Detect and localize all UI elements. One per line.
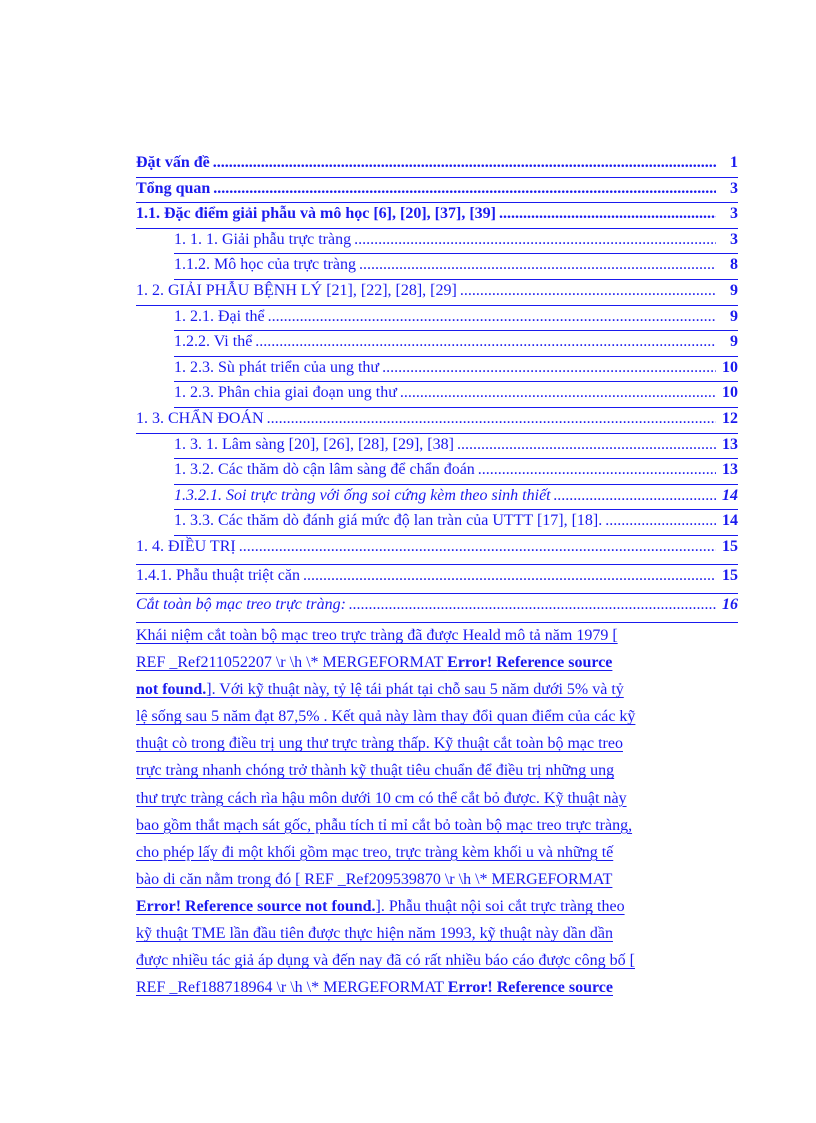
toc-page-number: 1	[730, 154, 738, 171]
paragraph-text: REF _Ref188718964 \r \h \* MERGEFORMAT	[136, 979, 448, 997]
toc-page-number: 14	[722, 512, 738, 530]
paragraph-text: kỹ thuật TME lần đầu tiên được thực hiện năm 1993, kỹ thuật này dần dần	[136, 925, 613, 943]
toc-page-number: 9	[730, 281, 738, 299]
paragraph-line[interactable]	[136, 785, 740, 812]
toc-entry[interactable]	[174, 459, 738, 485]
toc-entry-label: 1.2.2. Vi thể	[174, 333, 253, 351]
paragraph-line[interactable]	[136, 866, 740, 893]
toc-entry[interactable]	[174, 229, 738, 255]
toc-dot-leader	[303, 565, 716, 587]
paragraph-text: Khái niệm cắt toàn bộ mạc treo trực tràng đã được Heald mô tả năm 1979 [	[136, 627, 618, 644]
paragraph-line[interactable]	[136, 757, 740, 784]
paragraph-text: REF _Ref211052207 \r \h \* MERGEFORMAT	[136, 654, 448, 672]
paragraph-line[interactable]	[136, 839, 740, 866]
toc-entry[interactable]	[174, 382, 738, 408]
toc-entry-label: 1.1. Đặc điểm giải phẫu và mô học [6], [20], [37], [39]	[136, 205, 496, 223]
paragraph-line[interactable]	[136, 730, 740, 757]
toc-entry-label: 1. 3. 1. Lâm sàng [20], [26], [28], [29], [38]	[174, 435, 454, 453]
toc-dot-leader	[359, 254, 716, 276]
toc-page-number: 10	[722, 358, 738, 376]
toc-dot-leader	[349, 594, 716, 616]
toc-page-number: 9	[730, 307, 738, 325]
toc-dot-leader	[354, 229, 716, 251]
toc-page-number: 13	[722, 435, 738, 453]
toc-page-number: 12	[722, 409, 738, 427]
toc-dot-leader	[382, 357, 716, 379]
toc-entry[interactable]	[136, 178, 738, 204]
error-reference-text: Error! Reference source not found.	[136, 897, 376, 915]
toc-page-number: 10	[722, 384, 738, 402]
toc-entry[interactable]	[136, 594, 738, 623]
toc-page-number: 13	[722, 461, 738, 479]
error-reference-text: Error! Reference source	[447, 979, 613, 997]
toc-entry-label: 1. 3. CHẨN ĐOÁN	[136, 409, 264, 427]
paragraph-line[interactable]	[136, 622, 740, 649]
toc-entry[interactable]	[136, 203, 738, 229]
toc-entry-label: 1. 2.3. Sù phát triển của ung thư	[174, 358, 380, 376]
toc-dot-leader	[255, 331, 716, 353]
toc-dot-leader	[213, 152, 716, 174]
toc-entry-label: 1. 3.3. Các thăm dò đánh giá mức độ lan tràn của UTTT [17], [18].	[174, 512, 603, 530]
toc-entry[interactable]	[174, 510, 738, 536]
toc-page-number: 15	[722, 566, 738, 584]
toc-dot-leader	[400, 382, 716, 404]
toc-dot-leader	[460, 280, 716, 302]
paragraph-text: ]. Phẫu thuật nội soi cắt trực tràng theo	[375, 897, 625, 915]
toc-entry[interactable]	[174, 254, 738, 280]
toc-page-number: 14	[722, 486, 738, 504]
toc-entry[interactable]	[136, 280, 738, 306]
toc-page-number: 3	[730, 205, 738, 223]
toc-entry[interactable]	[174, 485, 738, 511]
toc-entry[interactable]	[136, 565, 738, 594]
toc-page-number: 3	[730, 179, 738, 197]
toc-page-number: 8	[730, 256, 738, 274]
paragraph-line[interactable]	[136, 812, 740, 839]
paragraph-text: thuật cò trong điều trị ung thư trực tràng thấp. Kỹ thuật cắt toàn bộ mạc treo	[136, 735, 623, 753]
toc-entry-label: 1. 4. ĐIỀU TRỊ	[136, 537, 236, 555]
toc-entry-label: Tổng quan	[136, 179, 211, 197]
toc-page-number: 15	[722, 537, 738, 555]
toc-entry-label: 1. 1. 1. Giải phẫu trực tràng	[174, 230, 352, 248]
paragraph-line[interactable]	[136, 703, 740, 730]
error-reference-text: Error! Reference source	[447, 654, 613, 672]
toc-entry-label: 1. 2. GIẢI PHẪU BỆNH LÝ [21], [22], [28], [29]	[136, 281, 457, 299]
toc-entry-label: Cắt toàn bộ mạc treo trực tràng:	[136, 595, 346, 613]
toc-entry[interactable]	[136, 152, 738, 178]
paragraph-text: trực tràng nhanh chóng trở thành kỹ thuật tiêu chuẩn để điều trị những ung	[136, 762, 615, 780]
paragraph-text: được nhiều tác giả áp dụng và đến nay đã có rất nhiều báo cáo được công bố [	[136, 952, 635, 970]
toc-entry-label: 1. 2.1. Đại thể	[174, 307, 265, 325]
table-of-contents	[136, 152, 738, 623]
paragraph-line[interactable]	[136, 920, 740, 947]
toc-dot-leader	[605, 510, 716, 532]
paragraph-text: ]. Với kỹ thuật này, tỷ lệ tái phát tại chỗ sau 5 năm dưới 5% và tỷ	[206, 681, 624, 699]
paragraph-text: cho phép lấy đi một khối gồm mạc treo, trực tràng kèm khối u và những tế	[136, 843, 614, 861]
toc-entry-label: 1.3.2.1. Soi trực tràng với ống soi cứng kèm theo sinh thiết	[174, 486, 551, 504]
toc-page-number: 16	[722, 595, 738, 613]
toc-dot-leader	[499, 203, 716, 225]
toc-entry-label: Đặt vấn đề	[136, 154, 210, 171]
toc-entry[interactable]	[174, 306, 738, 332]
toc-entry[interactable]	[136, 408, 738, 434]
error-reference-text: not found.	[136, 681, 207, 699]
paragraph-line[interactable]	[136, 974, 740, 1001]
paragraph-line[interactable]	[136, 649, 740, 676]
paragraph-text: thư trực tràng cách rìa hậu môn dưới 10 cm có thể cắt bỏ được. Kỹ thuật này	[136, 789, 627, 807]
toc-page-number: 9	[730, 333, 738, 351]
paragraph-text: bào di căn nằm trong đó [ REF _Ref209539870 \r \h \* MERGEFORMAT	[136, 870, 613, 888]
paragraph-text: lệ sống sau 5 năm đạt 87,5% . Kết quả này làm thay đổi quan điểm của các kỹ	[136, 708, 636, 726]
toc-entry-label: 1.1.2. Mô học của trực tràng	[174, 256, 356, 274]
body-paragraph	[136, 622, 740, 1001]
toc-entry-label: 1. 3.2. Các thăm dò cận lâm sàng để chẩn đoán	[174, 461, 475, 479]
paragraph-text: bao gồm thắt mạch sát gốc, phẫu tích tỉ mỉ cắt bỏ toàn bộ mạc treo trực tràng,	[136, 816, 633, 834]
toc-dot-leader	[478, 459, 716, 481]
toc-entry-label: 1. 2.3. Phân chia giai đoạn ung thư	[174, 384, 397, 402]
toc-entry[interactable]	[136, 536, 738, 565]
paragraph-line[interactable]	[136, 893, 740, 920]
toc-page-number: 3	[730, 230, 738, 248]
toc-dot-leader	[554, 485, 716, 507]
toc-dot-leader	[457, 434, 716, 456]
toc-dot-leader	[267, 408, 716, 430]
toc-dot-leader	[239, 536, 716, 558]
toc-entry-label: 1.4.1. Phẫu thuật triệt căn	[136, 566, 300, 584]
toc-entry[interactable]	[174, 434, 738, 460]
paragraph-line[interactable]	[136, 676, 740, 703]
paragraph-line[interactable]	[136, 947, 740, 974]
toc-dot-leader	[268, 306, 716, 328]
toc-dot-leader	[213, 178, 716, 200]
toc-entry[interactable]	[174, 357, 738, 383]
toc-entry[interactable]	[174, 331, 738, 357]
